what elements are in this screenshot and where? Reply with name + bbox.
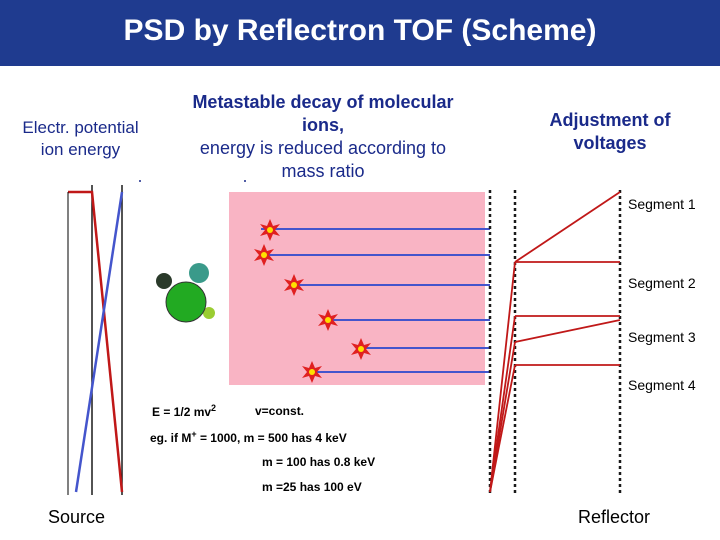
- source-potential-curves: [68, 192, 122, 495]
- page-title: PSD by Reflectron TOF (Scheme): [123, 14, 597, 47]
- drift-region: [229, 192, 485, 385]
- segment-label-2: Segment 2: [628, 275, 696, 291]
- source-label: Source: [48, 507, 106, 527]
- molecule-icon: [156, 263, 215, 322]
- decay-label-line4: mass ratio: [281, 161, 365, 181]
- segment-label-3: Segment 3: [628, 329, 696, 345]
- segment-label-4: Segment 4: [628, 377, 696, 393]
- mass-example-post: = 1000, m = 500 has 4 keV: [196, 431, 347, 445]
- marker-dot: [139, 180, 141, 182]
- mass-example: [150, 429, 347, 445]
- mass-25-example: m =25 has 100 eV: [262, 480, 362, 494]
- energy-formula-text: E = 1/2 mv: [152, 405, 212, 419]
- mass-example-pre: eg. if M: [150, 431, 192, 445]
- decay-label-line3: energy is reduced according to: [199, 138, 447, 158]
- mass-100-example: m = 100 has 0.8 keV: [262, 455, 376, 469]
- marker-dot: [244, 180, 246, 182]
- reflector-potential-lines: [490, 192, 620, 492]
- potential-label-line2: ion energy: [40, 140, 121, 159]
- reflector-label: Reflector: [578, 507, 651, 527]
- segment-label-1: Segment 1: [628, 196, 696, 212]
- decay-label-line2: ions,: [301, 115, 344, 135]
- adjust-label-line1: Adjustment of: [549, 110, 671, 130]
- mass-example-sup: +: [191, 429, 197, 439]
- velocity-formula: v=const.: [255, 404, 305, 418]
- potential-label-line1: Electr. potential: [22, 118, 139, 137]
- ion-energy-curve: [76, 192, 122, 492]
- energy-formula-exponent: 2: [211, 403, 217, 413]
- energy-formula: [152, 403, 216, 419]
- adjust-label-line2: voltages: [573, 133, 647, 153]
- decay-label-line1: Metastable decay of molecular: [192, 92, 454, 112]
